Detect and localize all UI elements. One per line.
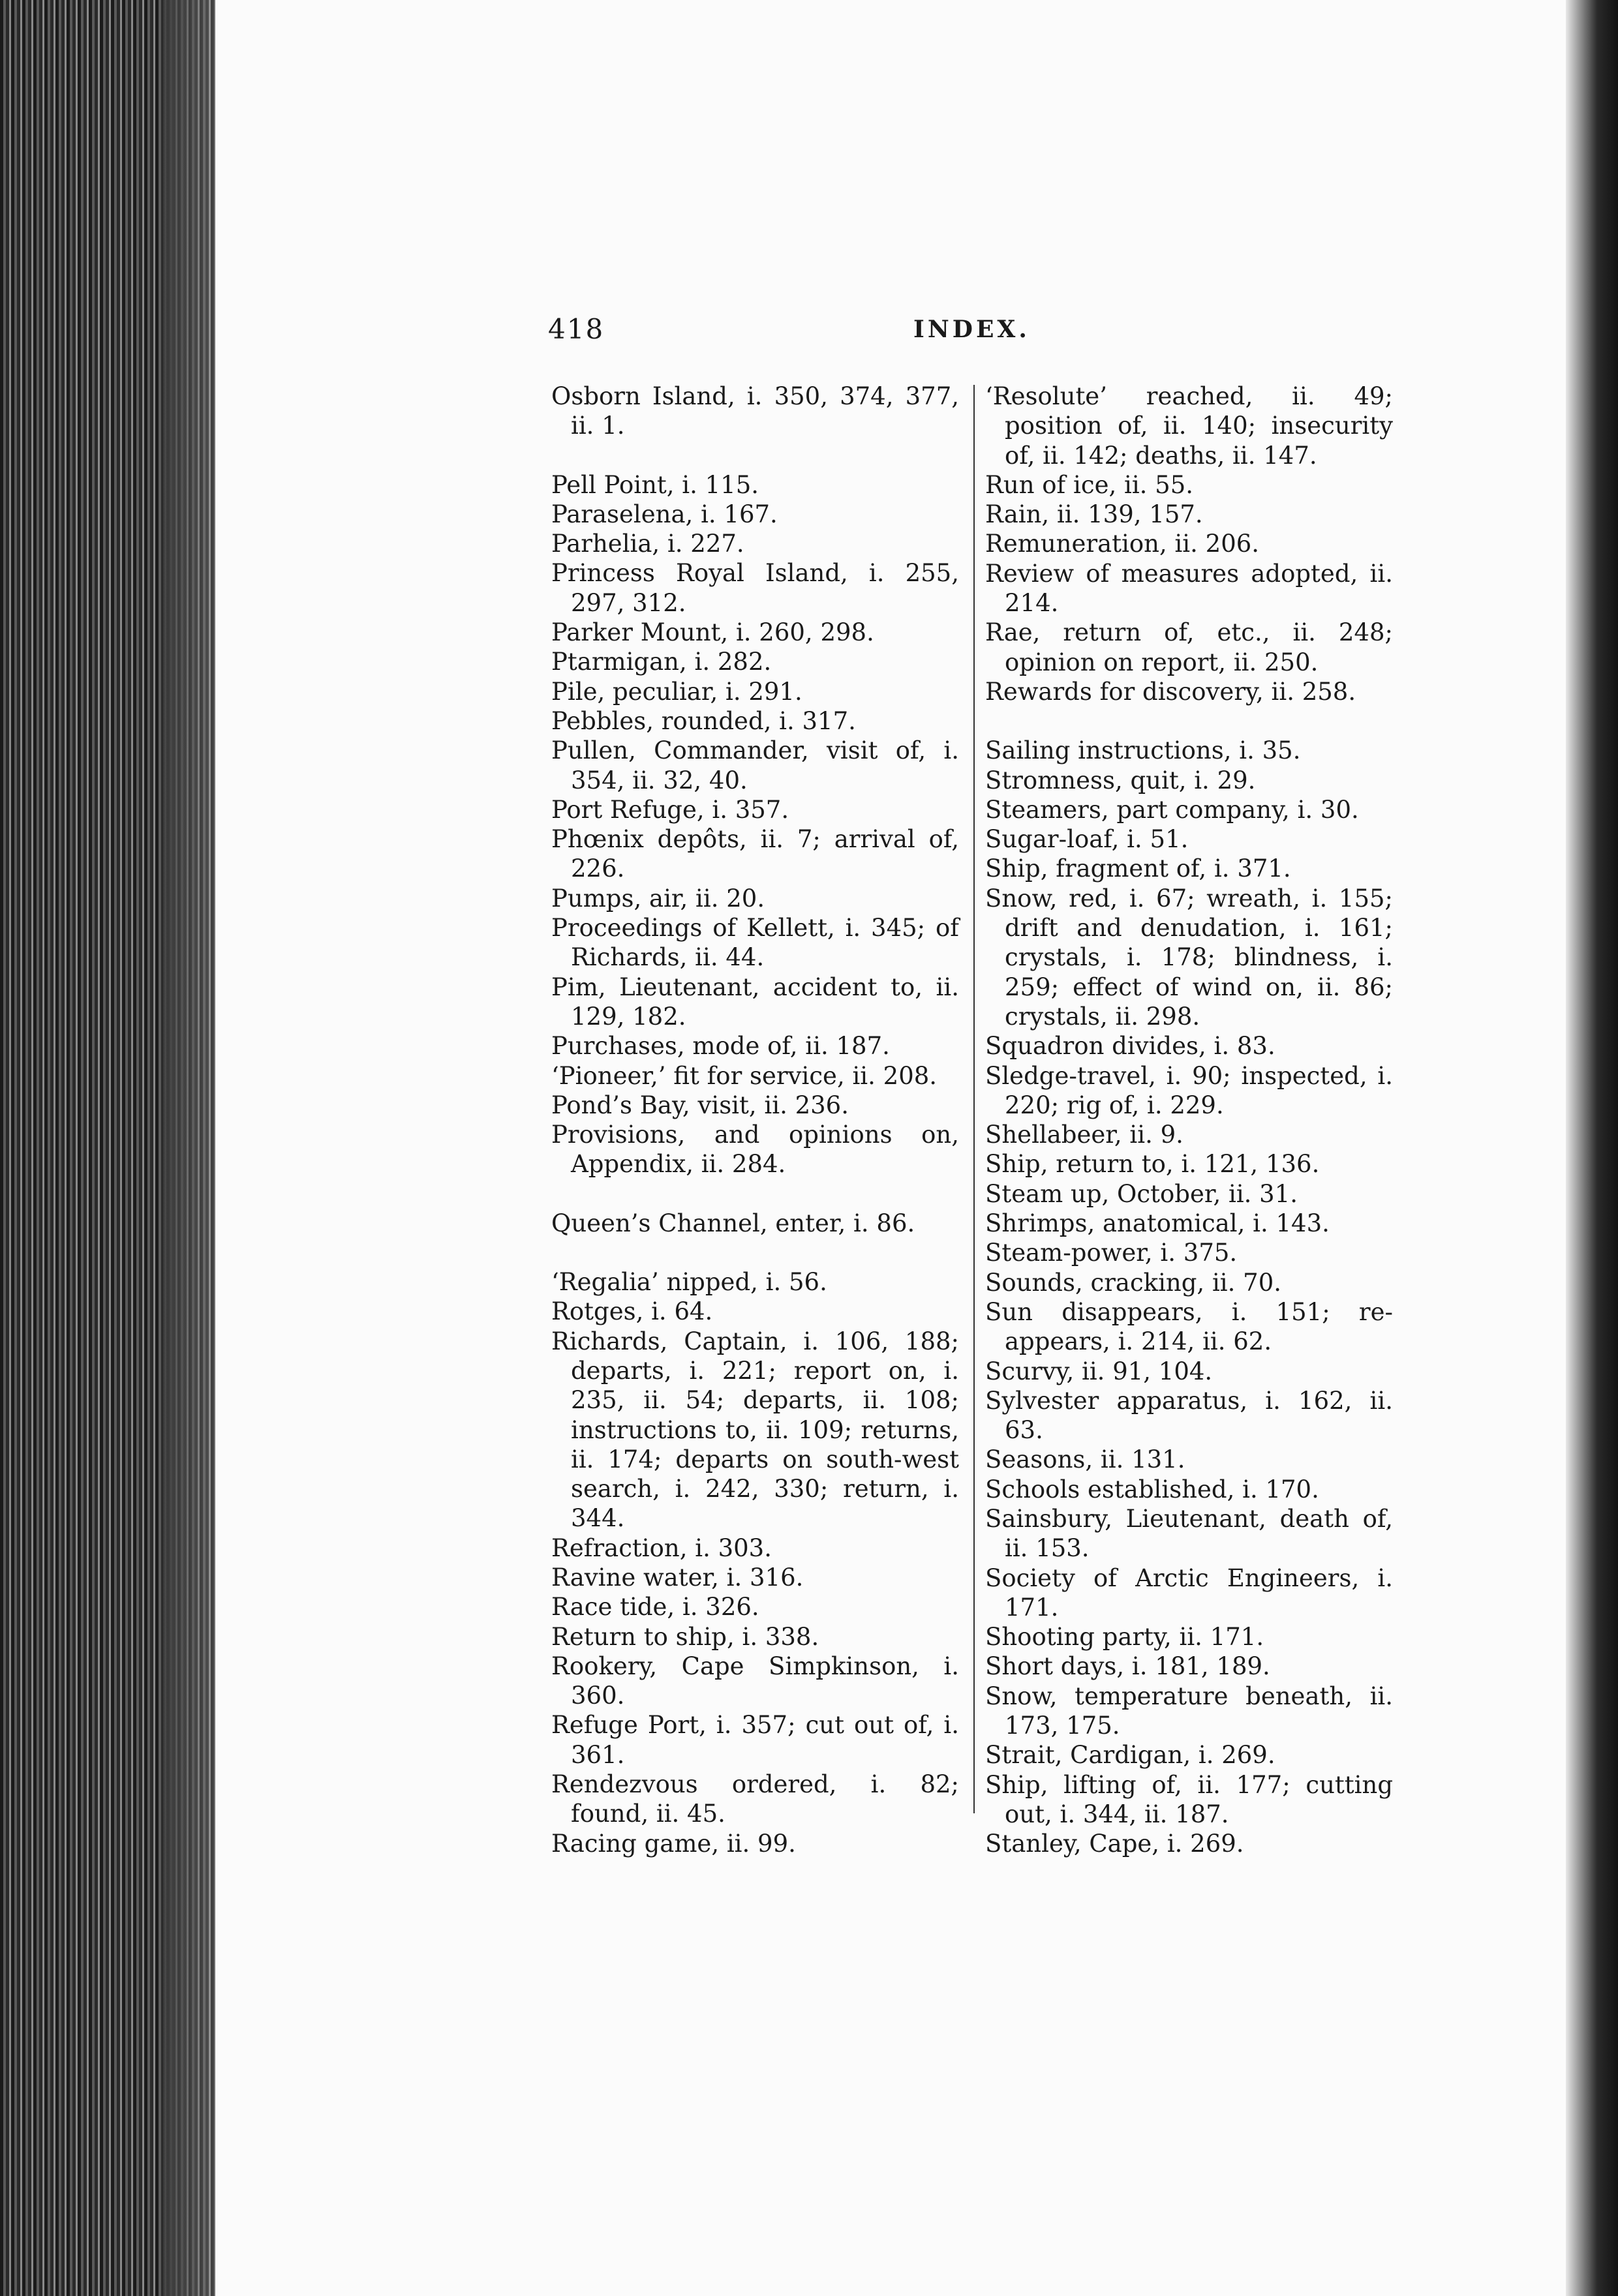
index-entry: Squadron divides, i. 83. xyxy=(985,1032,1275,1061)
index-entry: Scurvy, ii. 91, 104. xyxy=(985,1357,1213,1385)
index-entry: Richards, Captain, i. 106, 188; departs, i. 221; report on, i. 235, ii. 54; departs, ii. 108; instructions to, ii. 109; returns, ii. 174; departs on south-west search, i. 242, 330; return, i. 344. xyxy=(551,1327,959,1533)
index-entry: Refraction, i. 303. xyxy=(551,1533,772,1562)
index-entry: Steam-power, i. 375. xyxy=(985,1239,1238,1267)
index-entry: Parker Mount, i. 260, 298. xyxy=(551,618,874,647)
section-gap xyxy=(551,441,959,470)
index-entry: Race tide, i. 326. xyxy=(551,1593,759,1622)
index-column-left xyxy=(551,382,959,1858)
index-entry: Paraselena, i. 167. xyxy=(551,500,778,528)
index-entry: Osborn Island, i. 350, 374, 377, ii. 1. xyxy=(551,382,959,440)
index-entry: Shellabeer, ii. 9. xyxy=(985,1121,1183,1149)
index-entry: Sailing instructions, i. 35. xyxy=(985,736,1301,765)
index-entry: Shooting party, ii. 171. xyxy=(985,1623,1264,1652)
index-entry: Provisions, and opinions on, Appendix, ii. 284. xyxy=(551,1121,959,1179)
index-entry: Ravine water, i. 316. xyxy=(551,1563,804,1592)
index-entry: Steam up, October, ii. 31. xyxy=(985,1179,1298,1208)
index-entry: Ptarmigan, i. 282. xyxy=(551,648,772,676)
index-entry: ‘Resolute’ reached, ii. 49; position of, ii. 140; insecurity of, ii. 142; deaths, ii. 147. xyxy=(985,382,1393,470)
index-entry: Sun disappears, i. 151; re-appears, i. 214, ii. 62. xyxy=(985,1297,1393,1356)
index-entry: Shrimps, anatomical, i. 143. xyxy=(985,1209,1330,1238)
index-entry: Purchases, mode of, ii. 187. xyxy=(551,1032,890,1061)
index-entry: Sugar-loaf, i. 51. xyxy=(985,825,1189,854)
index-entry: Parhelia, i. 227. xyxy=(551,530,744,558)
index-entry: Stromness, quit, i. 29. xyxy=(985,766,1256,794)
index-entry: Snow, red, i. 67; wreath, i. 155; drift and denudation, i. 161; crystals, i. 178; blindness, i. 259; effect of wind on, ii. 86; crystals, ii. 298. xyxy=(985,884,1393,1031)
index-entry: Racing game, ii. 99. xyxy=(551,1829,796,1858)
index-entry: Ship, lifting of, ii. 177; cutting out, i. 344, ii. 187. xyxy=(985,1770,1393,1828)
index-entry: Snow, temperature beneath, ii. 173, 175. xyxy=(985,1682,1393,1740)
index-entry: Ship, return to, i. 121, 136. xyxy=(985,1150,1320,1179)
index-entry: Pim, Lieutenant, accident to, ii. 129, 182. xyxy=(551,973,959,1031)
index-entry: ‘Pioneer,’ fit for service, ii. 208. xyxy=(551,1061,938,1090)
index-entry: Steamers, part company, i. 30. xyxy=(985,795,1359,824)
index-entry: Princess Royal Island, i. 255, 297, 312. xyxy=(551,559,959,617)
index-column-right xyxy=(985,382,1393,1859)
index-entry: Queen’s Channel, enter, i. 86. xyxy=(551,1209,915,1237)
index-entry: Rae, return of, etc., ii. 248; opinion on report, ii. 250. xyxy=(985,618,1393,676)
index-entry: Ship, fragment of, i. 371. xyxy=(985,854,1291,883)
index-entry: ‘Regalia’ nipped, i. 56. xyxy=(551,1268,827,1297)
index-entry: Rain, ii. 139, 157. xyxy=(985,500,1203,529)
index-entry: Pile, peculiar, i. 291. xyxy=(551,677,802,706)
index-entry: Society of Arctic Engineers, i. 171. xyxy=(985,1563,1393,1622)
index-entry: Proceedings of Kellett, i. 345; of Richards, ii. 44. xyxy=(551,914,959,972)
index-entry: Remuneration, ii. 206. xyxy=(985,530,1260,558)
index-entry: Schools established, i. 170. xyxy=(985,1475,1319,1503)
column-divider xyxy=(973,385,975,1813)
running-head: INDEX. xyxy=(913,316,1030,343)
section-gap xyxy=(551,1238,959,1267)
binding-shadow xyxy=(163,0,215,2296)
index-entry: Pell Point, i. 115. xyxy=(551,470,759,499)
index-entry: Review of measures adopted, ii. 214. xyxy=(985,559,1393,618)
index-entry: Pond’s Bay, visit, ii. 236. xyxy=(551,1091,849,1119)
index-entry: Stanley, Cape, i. 269. xyxy=(985,1830,1244,1858)
index-entry: Sainsbury, Lieutenant, death of, ii. 153. xyxy=(985,1504,1393,1563)
section-gap xyxy=(985,706,1393,736)
index-entry: Rendezvous ordered, i. 82; found, ii. 45. xyxy=(551,1770,959,1828)
page-header xyxy=(548,313,1461,352)
index-entry: Pumps, air, ii. 20. xyxy=(551,884,765,913)
index-entry: Return to ship, i. 338. xyxy=(551,1622,819,1651)
section-gap xyxy=(551,1179,959,1209)
scan-right-edge xyxy=(1566,0,1618,2296)
index-entry: Refuge Port, i. 357; cut out of, i. 361. xyxy=(551,1711,959,1769)
index-entry: Port Refuge, i. 357. xyxy=(551,795,789,824)
index-entry: Pebbles, rounded, i. 317. xyxy=(551,706,856,735)
index-entry: Strait, Cardigan, i. 269. xyxy=(985,1741,1275,1770)
index-entry: Run of ice, ii. 55. xyxy=(985,470,1194,499)
index-entry: Pullen, Commander, visit of, i. 354, ii. 32, 40. xyxy=(551,736,959,794)
index-entry: Sylvester apparatus, i. 162, ii. 63. xyxy=(985,1386,1393,1445)
index-entry: Short days, i. 181, 189. xyxy=(985,1652,1270,1681)
index-entry: Rewards for discovery, ii. 258. xyxy=(985,677,1356,706)
index-entry: Seasons, ii. 131. xyxy=(985,1445,1185,1474)
index-entry: Sledge-travel, i. 90; inspected, i. 220; rig of, i. 229. xyxy=(985,1061,1393,1119)
index-entry: Rookery, Cape Simpkinson, i. 360. xyxy=(551,1652,959,1710)
index-entry: Phœnix depôts, ii. 7; arrival of, 226. xyxy=(551,825,959,883)
index-entry: Rotges, i. 64. xyxy=(551,1297,713,1326)
page-number: 418 xyxy=(548,313,605,345)
index-entry: Sounds, cracking, ii. 70. xyxy=(985,1268,1281,1297)
